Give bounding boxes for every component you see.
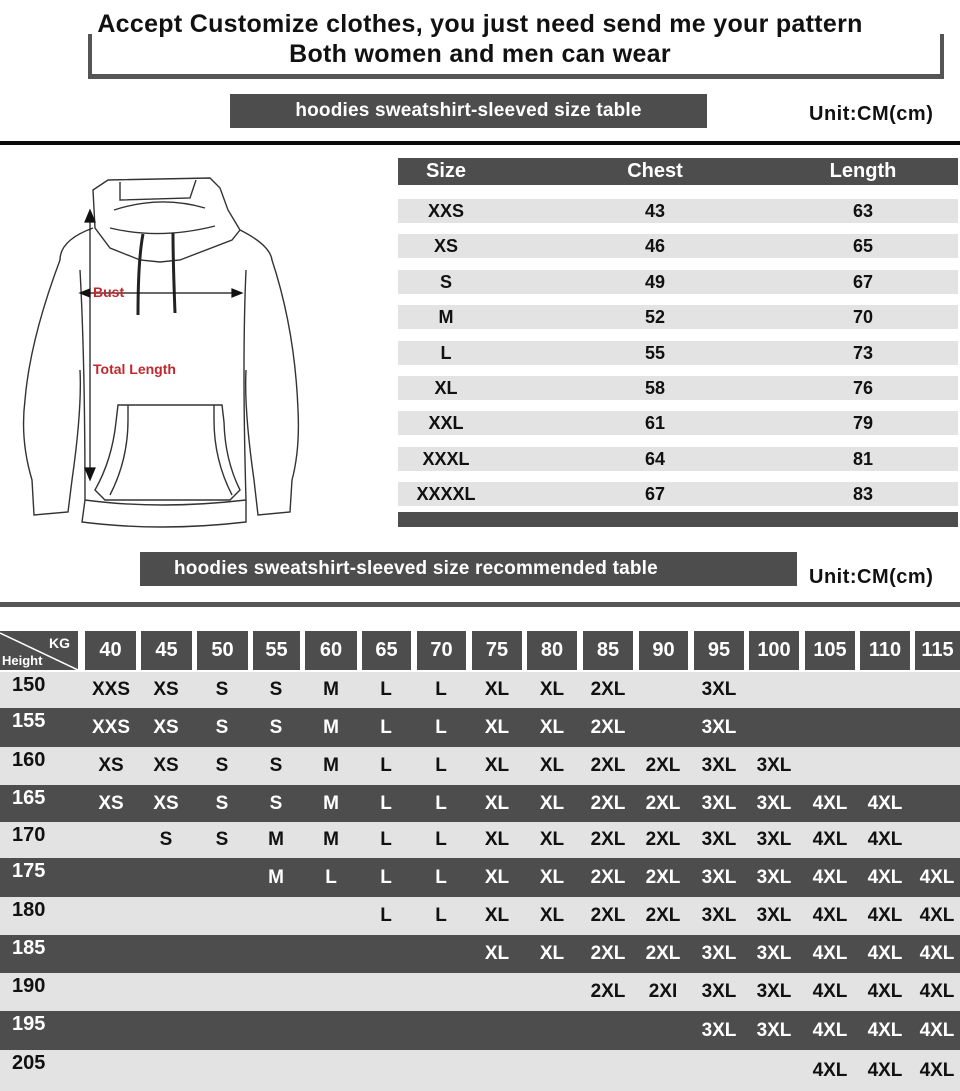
height-cell: 150 (12, 674, 46, 696)
size-recommendation-cell: S (269, 755, 283, 776)
size-recommendation-cell: 2XL (645, 755, 681, 776)
grid-corner (0, 631, 78, 670)
weight-header: 45 (141, 631, 192, 670)
size-table-banner: hoodies sweatshirt-sleeved size table (230, 94, 707, 128)
size-row (398, 234, 958, 258)
size-recommendation-cell: 4XL (812, 943, 848, 964)
size-recommendation-cell (524, 1011, 580, 1050)
size-recommendation-cell: 3XL (701, 755, 737, 776)
size-recommendation-cell (83, 1050, 139, 1091)
length-cell: 63 (852, 200, 874, 221)
size-recommendation-cell: S (269, 679, 283, 700)
size-recommendation-cell (303, 1011, 359, 1050)
size-recommendation-cell (413, 1011, 469, 1050)
height-cell: 160 (12, 749, 46, 771)
size-recommendation-cell (303, 935, 359, 973)
size-recommendation-cell: XS (98, 792, 124, 814)
total-length-label: Total Length (93, 361, 176, 377)
size-recommendation-cell: 4XL (919, 866, 955, 888)
size-recommendation-cell: 2XI (648, 981, 678, 1002)
size-recommendation-cell (746, 708, 802, 747)
size-recommendation-cell (857, 672, 913, 708)
size-row (398, 199, 958, 223)
size-recommendation-cell: XL (484, 905, 510, 926)
size-recommendation-cell (580, 1050, 636, 1091)
size-recommendation-cell (469, 1011, 525, 1050)
size-recommendation-cell (83, 858, 139, 897)
size-recommendation-cell: L (435, 679, 447, 700)
size-recommendation-cell: L (435, 755, 447, 776)
grid-row (0, 785, 960, 822)
size-recommendation-cell: 2XL (645, 792, 681, 814)
grid-row (0, 935, 960, 973)
size-recommendation-cell: 4XL (919, 1019, 955, 1041)
size-recommendation-cell: S (215, 679, 229, 700)
size-recommendation-cell: L (435, 866, 447, 888)
length-cell: 76 (852, 377, 874, 398)
weight-header: 110 (860, 631, 910, 670)
size-recommendation-cell (138, 1050, 194, 1091)
size-recommendation-cell: 4XL (867, 943, 903, 964)
size-recommendation-cell: 3XL (701, 1019, 737, 1041)
size-recommendation-cell: XL (539, 866, 565, 888)
size-recommendation-cell: L (435, 829, 447, 850)
size-recommendation-cell: 2XL (590, 981, 626, 1002)
size-recommendation-cell (802, 672, 858, 708)
hoodie-diagram (10, 160, 310, 530)
size-recommendation-cell: XL (484, 829, 510, 850)
size-recommendation-cell (635, 672, 691, 708)
size-recommendation-cell: XS (153, 755, 179, 776)
size-recommendation-cell: 2XL (645, 905, 681, 926)
header-line-1: Accept Customize clothes, you just need send me your pattern (97, 10, 863, 38)
size-recommendation-cell (303, 1050, 359, 1091)
size-recommendation-cell: L (380, 905, 392, 926)
size-recommendation-cell: S (269, 792, 283, 814)
size-recommendation-cell: M (323, 679, 339, 700)
size-recommendation-cell (83, 973, 139, 1011)
size-recommendation-cell: L (380, 829, 392, 850)
size-recommendation-cell (138, 973, 194, 1011)
size-recommendation-cell: XL (539, 905, 565, 926)
size-recommendation-cell (138, 935, 194, 973)
size-recommendation-cell: 4XL (812, 1019, 848, 1041)
height-cell: 175 (12, 860, 46, 882)
grid-row (0, 1050, 960, 1091)
size-table-unit: Unit:CM(cm) (809, 103, 934, 125)
height-cell: 205 (12, 1052, 46, 1074)
size-recommendation-cell (469, 973, 525, 1011)
size-cell: XXS (427, 200, 465, 221)
size-recommendation-cell: 3XL (756, 1019, 792, 1041)
chest-cell: 43 (644, 200, 666, 221)
size-recommendation-cell: XS (98, 755, 124, 776)
size-row (398, 482, 958, 506)
grid-row (0, 672, 960, 708)
size-recommendation-cell (303, 973, 359, 1011)
weight-header: 75 (472, 631, 522, 670)
size-row (398, 411, 958, 435)
size-recommendation-cell (909, 747, 960, 785)
size-cell: XXL (428, 412, 464, 433)
chest-cell: 55 (644, 342, 666, 363)
size-recommendation-cell: XL (539, 716, 565, 738)
size-row (398, 305, 958, 329)
size-recommendation-cell: XL (484, 679, 510, 700)
bust-label: Bust (93, 284, 125, 300)
grid-row (0, 747, 960, 785)
divider (0, 141, 960, 145)
size-recommendation-cell: L (380, 679, 392, 700)
height-cell: 185 (12, 937, 46, 959)
size-recommendation-cell: 3XL (756, 829, 792, 850)
size-recommendation-cell (194, 935, 250, 973)
size-recommendation-cell (248, 1011, 304, 1050)
size-recommendation-cell: XL (539, 755, 565, 776)
size-recommendation-cell: 4XL (812, 905, 848, 926)
size-recommendation-cell: 2XL (590, 905, 626, 926)
size-recommendation-cell: 3XL (756, 866, 792, 888)
size-recommendation-cell: 4XL (919, 943, 955, 964)
size-recommendation-cell (857, 747, 913, 785)
size-recommendation-cell: 2XL (590, 866, 626, 888)
size-recommendation-cell (358, 935, 414, 973)
size-recommendation-cell: XS (153, 716, 179, 738)
grid-row (0, 822, 960, 858)
size-cell: XS (433, 235, 458, 256)
chest-cell: 58 (644, 377, 666, 398)
size-recommendation-cell: M (323, 716, 339, 738)
size-recommendation-cell: 3XL (701, 905, 737, 926)
length-cell: 73 (852, 342, 874, 363)
size-recommendation-cell: XL (539, 679, 565, 700)
size-recommendation-cell: L (435, 716, 447, 738)
size-recommendation-cell (413, 935, 469, 973)
size-recommendation-cell: 2XL (590, 755, 626, 776)
grid-row (0, 897, 960, 935)
grid-row (0, 1011, 960, 1050)
weight-header: 95 (694, 631, 744, 670)
size-cell: M (438, 306, 454, 327)
size-recommendation-cell: 4XL (812, 981, 848, 1002)
size-cell: XXXXL (416, 483, 476, 504)
size-recommendation-cell (857, 708, 913, 747)
size-recommendation-cell: 3XL (701, 829, 737, 850)
size-table-footer (398, 512, 958, 527)
height-label: Height (2, 653, 43, 668)
size-recommendation-cell (524, 1050, 580, 1091)
size-recommendation-cell (802, 747, 858, 785)
size-recommendation-cell (358, 1050, 414, 1091)
size-recommendation-cell: L (435, 905, 447, 926)
size-recommendation-cell (303, 897, 359, 935)
size-recommendation-cell (194, 858, 250, 897)
size-recommendation-cell: 3XL (701, 716, 737, 738)
weight-header: 50 (197, 631, 248, 670)
weight-header: 115 (915, 631, 960, 670)
size-recommendation-cell: 2XL (590, 679, 626, 700)
size-recommendation-cell: M (268, 866, 284, 888)
weight-header: 65 (362, 631, 411, 670)
chest-cell: 46 (644, 235, 666, 256)
size-recommendation-cell: S (215, 829, 229, 850)
size-recommendation-cell: 4XL (867, 792, 903, 814)
size-recommendation-cell: 2XL (645, 943, 681, 964)
size-recommendation-cell: 2XL (645, 866, 681, 888)
size-recommendation-cell (358, 973, 414, 1011)
size-recommendation-cell (138, 858, 194, 897)
height-cell: 155 (12, 710, 46, 732)
size-recommendation-cell: S (215, 716, 229, 738)
size-recommendation-cell (194, 1050, 250, 1091)
size-recommendation-cell: 4XL (867, 1019, 903, 1041)
size-recommendation-cell: 2XL (590, 716, 626, 738)
size-recommendation-cell: XL (484, 792, 510, 814)
size-cell: XL (434, 377, 458, 398)
size-recommendation-cell (413, 973, 469, 1011)
size-recommendation-cell: 2XL (590, 792, 626, 814)
size-cell: XXXL (422, 448, 470, 469)
size-recommendation-cell: XXS (91, 716, 131, 738)
grid-row (0, 973, 960, 1011)
size-recommendation-cell: 4XL (812, 792, 848, 814)
size-recommendation-cell (802, 708, 858, 747)
weight-header: 85 (583, 631, 633, 670)
size-recommendation-cell: 3XL (756, 905, 792, 926)
length-cell: 83 (852, 483, 874, 504)
size-recommendation-cell (358, 1011, 414, 1050)
size-recommendation-cell (635, 1011, 691, 1050)
size-recommendation-cell: L (380, 866, 392, 888)
size-recommendation-cell: 4XL (919, 905, 955, 926)
length-cell: 70 (852, 306, 874, 327)
weight-header: 100 (749, 631, 799, 670)
length-cell: 65 (852, 235, 874, 256)
size-recommendation-cell (909, 708, 960, 747)
size-recommendation-cell: L (380, 716, 392, 738)
size-row (398, 447, 958, 471)
size-recommendation-cell: 3XL (701, 943, 737, 964)
size-recommendation-cell: 4XL (867, 866, 903, 888)
size-recommendation-cell (635, 708, 691, 747)
weight-header: 40 (85, 631, 136, 670)
size-recommendation-cell: L (380, 755, 392, 776)
size-recommendation-cell: 3XL (756, 792, 792, 814)
size-recommendation-cell (691, 1050, 747, 1091)
height-cell: 195 (12, 1013, 46, 1035)
size-recommendation-cell: 4XL (919, 981, 955, 1002)
size-recommendation-cell: S (159, 829, 173, 850)
size-recommendation-cell: 3XL (701, 679, 737, 700)
grid-row (0, 858, 960, 897)
chest-cell: 64 (644, 448, 666, 469)
size-recommendation-cell (413, 1050, 469, 1091)
size-recommendation-cell: 4XL (812, 866, 848, 888)
divider (0, 602, 960, 607)
size-recommendation-cell (83, 897, 139, 935)
size-recommendation-cell (83, 935, 139, 973)
size-recommendation-cell (248, 897, 304, 935)
weight-header: 55 (253, 631, 300, 670)
size-recommendation-cell: 3XL (701, 981, 737, 1002)
size-recommendation-cell (746, 1050, 802, 1091)
size-cell: S (439, 271, 452, 292)
height-cell: 170 (12, 824, 46, 846)
size-recommendation-cell (746, 672, 802, 708)
chest-cell: 67 (644, 483, 666, 504)
grid-row (0, 708, 960, 747)
size-recommendation-cell (909, 785, 960, 822)
chest-cell: 52 (644, 306, 666, 327)
size-recommendation-cell: M (323, 829, 339, 850)
size-recommendation-cell: 2XL (645, 829, 681, 850)
size-recommendation-cell: M (323, 755, 339, 776)
size-row (398, 341, 958, 365)
chest-cell: 49 (644, 271, 666, 292)
size-recommendation-cell: S (215, 792, 229, 814)
hoodie-outline-icon (10, 160, 310, 530)
size-recommendation-cell: XL (484, 755, 510, 776)
weight-header: 105 (805, 631, 855, 670)
size-recommendation-cell: 3XL (756, 943, 792, 964)
size-recommendation-cell (580, 1011, 636, 1050)
chest-cell: 61 (644, 412, 666, 433)
size-recommendation-cell (138, 1011, 194, 1050)
size-recommendation-cell: 4XL (919, 1059, 955, 1081)
size-recommendation-cell (248, 973, 304, 1011)
col-chest: Chest (627, 160, 683, 182)
size-recommendation-cell: 3XL (701, 792, 737, 814)
size-recommendation-cell: XL (484, 943, 510, 964)
weight-header: 90 (639, 631, 688, 670)
size-recommendation-cell: 4XL (867, 1059, 903, 1081)
size-recommendation-cell: L (380, 792, 392, 814)
size-recommendation-cell: 4XL (812, 1059, 848, 1081)
size-recommendation-cell: M (323, 792, 339, 814)
recommend-table-banner: hoodies sweatshirt-sleeved size recommended table (140, 552, 797, 586)
size-recommendation-cell: 2XL (590, 943, 626, 964)
length-cell: 67 (852, 271, 874, 292)
size-recommendation-cell (194, 897, 250, 935)
size-recommendation-cell: 3XL (756, 981, 792, 1002)
size-recommendation-cell (194, 1011, 250, 1050)
size-recommendation-cell: XXS (91, 679, 131, 700)
size-recommendation-cell: 4XL (867, 981, 903, 1002)
size-recommendation-cell: 3XL (701, 866, 737, 888)
length-cell: 81 (852, 448, 874, 469)
size-recommendation-cell (635, 1050, 691, 1091)
size-recommendation-cell (248, 935, 304, 973)
height-cell: 165 (12, 787, 46, 809)
size-recommendation-cell: 4XL (812, 829, 848, 850)
weight-header: 70 (417, 631, 466, 670)
size-row (398, 376, 958, 400)
size-recommendation-cell: S (269, 716, 283, 738)
size-recommendation-cell (194, 973, 250, 1011)
weight-header: 60 (305, 631, 357, 670)
size-recommendation-cell (909, 672, 960, 708)
size-recommendation-cell (83, 1011, 139, 1050)
size-recommendation-cell: 4XL (867, 905, 903, 926)
size-recommendation-cell: S (215, 755, 229, 776)
size-recommendation-cell: XS (153, 792, 179, 814)
size-recommendation-cell: XL (484, 866, 510, 888)
size-recommendation-cell (524, 973, 580, 1011)
size-recommendation-cell: XS (153, 679, 179, 700)
col-length: Length (829, 160, 897, 182)
recommend-table-unit: Unit:CM(cm) (809, 566, 934, 588)
size-recommendation-cell: XL (539, 943, 565, 964)
size-recommendation-cell (909, 822, 960, 858)
size-recommendation-cell: L (435, 792, 447, 814)
size-recommendation-cell: 2XL (590, 829, 626, 850)
height-cell: 180 (12, 899, 46, 921)
size-recommendation-cell: M (268, 829, 284, 850)
size-recommendation-cell: 4XL (867, 829, 903, 850)
size-cell: L (440, 342, 452, 363)
size-recommendation-cell: L (325, 866, 337, 888)
size-recommendation-cell: XL (539, 829, 565, 850)
kg-label: KG (49, 635, 70, 651)
col-size: Size (425, 160, 467, 182)
header-line-2: Both women and men can wear (289, 40, 671, 68)
size-recommendation-cell (469, 1050, 525, 1091)
size-row (398, 270, 958, 294)
size-recommendation-cell: XL (539, 792, 565, 814)
weight-header: 80 (527, 631, 577, 670)
size-table-header (398, 158, 958, 185)
height-cell: 190 (12, 975, 46, 997)
length-cell: 79 (852, 412, 874, 433)
size-recommendation-cell: XL (484, 716, 510, 738)
size-recommendation-cell: 3XL (756, 755, 792, 776)
size-recommendation-cell (138, 897, 194, 935)
size-recommendation-cell (248, 1050, 304, 1091)
size-recommendation-cell (83, 822, 139, 858)
